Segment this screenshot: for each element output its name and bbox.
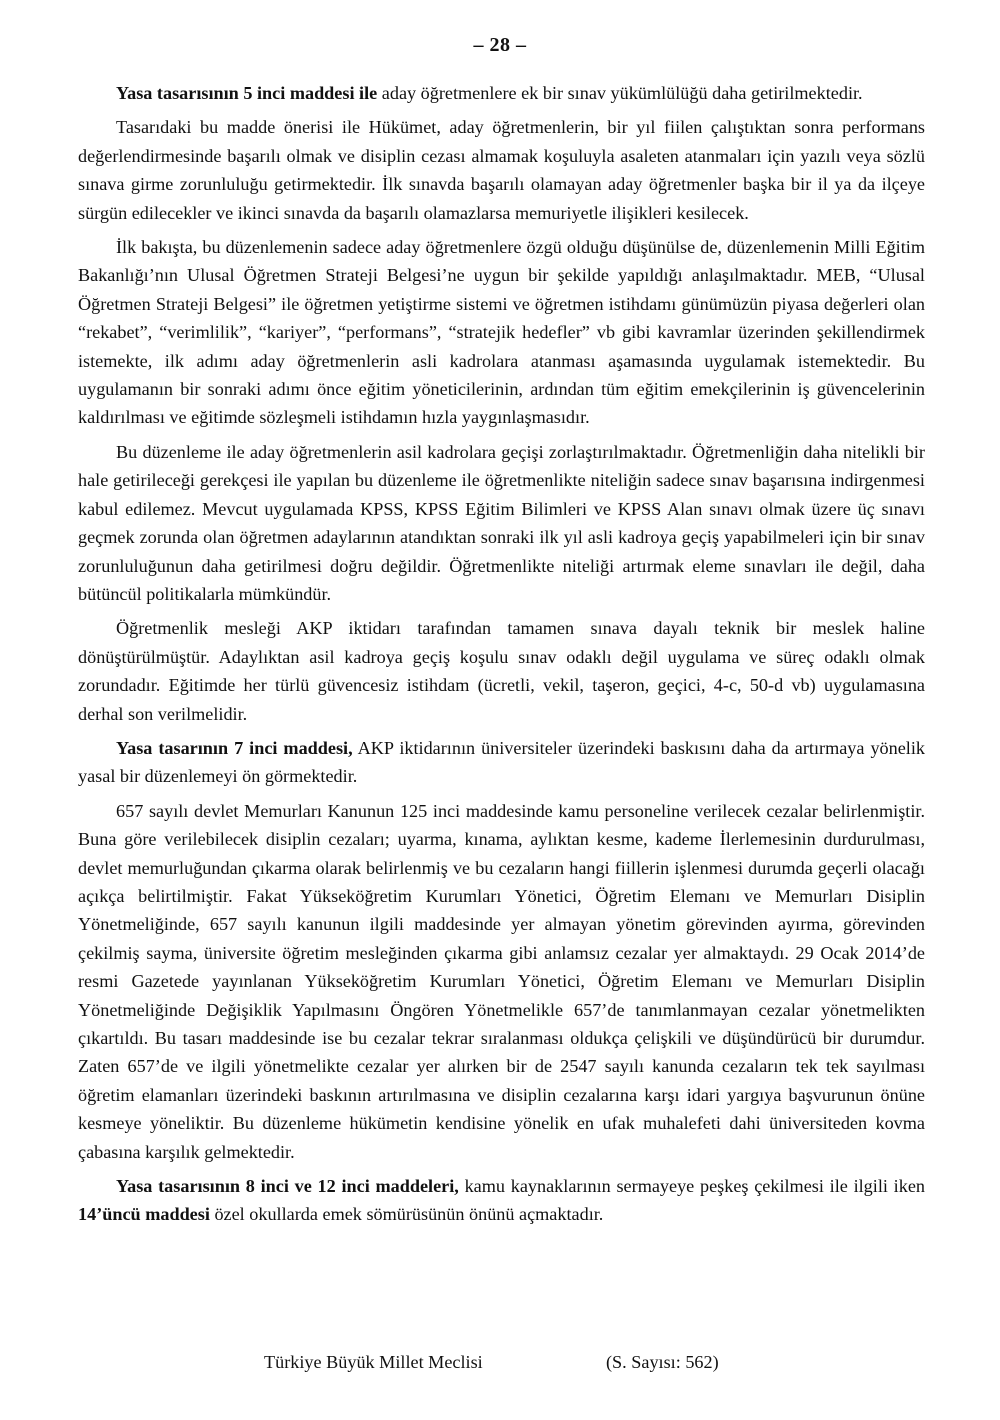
paragraph [78, 233, 925, 432]
bold-lead: Yasa tasarısının 5 inci maddesi ile [116, 83, 378, 103]
bold-lead: Yasa tasarının 7 inci maddesi, [116, 737, 353, 758]
bold-mid: 14’üncü maddesi [78, 1204, 210, 1225]
paragraph-text: AKP iktidarının üniversiteler üzerindeki baskısını daha da artırmaya yönelik yasal bir düzenlemeyi ön görmektedir. [78, 737, 926, 787]
paragraph-text: İlk bakışta, bu düzenlemenin sadece aday öğretmenlere özgü olduğu düşünülse de, düzenlemenin Milli Eğitim Bakanlığı’nın Ulusal Öğretmen Strateji Belgesi’ne uygun bir şekilde yapıldığı anlaşılmaktadır. MEB, “Ulusal Öğretmen Strateji Belgesi” ile öğretmen yetiştirme sistemi ve öğretmen istihdamı günümüzün piyasa değerleri olan “rekabet”, “verimlilik”, “kariyer”, “performans”, “stratejik hedefler” vb gibi kavramlar üzerinden şekillendirmek istemekte, ilk adımı aday öğretmenlerin asli kadrolara atanması aşamasında uygulamak istemektedir. Bu uygulamanın bir sonraki adımı önce eğitim yöneticilerinin, ardından tüm eğitim emekçilerinin iş güvencelerinin kaldırılması ve eğitimde sözleşmeli istihdamın hızla yaygınlaşmasıdır. [78, 237, 925, 428]
paragraph-article-7 [78, 734, 925, 791]
paragraph-text: kamu kaynaklarının sermayeye peşkeş çekilmesi ile ilgili iken [458, 1176, 925, 1197]
footer-institution: Türkiye Büyük Millet Meclisi [264, 1352, 483, 1372]
paragraph-text-tail: özel okullarda emek sömürüsünün önünü açmaktadır. [209, 1204, 604, 1225]
paragraph [78, 438, 925, 608]
paragraph [78, 797, 925, 1166]
paragraph [78, 614, 925, 728]
paragraph-articles-8-12-14 [78, 1172, 925, 1229]
page-number: – 28 – [473, 34, 527, 56]
bold-lead: Yasa tasarısının 8 inci ve 12 inci maddeleri, [116, 1176, 459, 1197]
paragraph-text: aday öğretmenlere ek bir sınav yükümlülüğü daha getirilmektedir. [377, 83, 863, 103]
paragraph-text: Bu düzenleme ile aday öğretmenlerin asil kadrolara geçişi zorlaştırılmaktadır. Öğretmenliğin daha nitelikli bir hale getirileceği gerekçesi ile yapılan bu düzenleme ile öğretmenlikte niteliğin sadece sınav başarısına indirgenmesi kabul edilemez. Mevcut uygulamada KPSS, KPSS Eğitim Bilimleri ve KPSS Alan sınavı olmak üzere üç sınavı geçmek zorunda olan öğretmen adaylarının atandıktan sonraki ilk yıl asli kadroya geçiş yapabilmeleri için bir sınav zorunluluğunun daha getirilmesi doğru değildir. Öğretmenlikte niteliği artırmak eleme sınavları ile değil, daha bütüncül politikalarla mümkündür. [78, 441, 925, 604]
document-body [78, 79, 925, 1235]
paragraph-text: 657 sayılı devlet Memurları Kanunun 125 inci maddesinde kamu personeline verilecek cezalar belirlenmiştir. Buna göre verilebilecek disiplin cezaları; uyarma, kınama, aylıktan kesme, kademe İlerlemesinin durdurulması, devlet memurluğundan çıkarma olarak belirlenmiş ve bu cezaların hangi fiillerin işlenmesi durumda geçerli olacağı açıkça belirtilmiştir. Fakat Yükseköğretim Kurumları Yönetici, Öğretim Elemanı ve Memurları Disiplin Yönetmeliğinde, 657 sayılı kanunun ilgili maddesinde yer almayan yönetim görevinden ayırma, görevinden çekilmiş sayma, üniversite öğretim mesleğinden çıkarma gibi anlamsız cezalar yer almaktaydı. 29 Ocak 2014’de resmi Gazetede yayınlanan Yükseköğretim Kurumları Yönetici, Öğretim Elemanı ve Memurları Disiplin Yönetmeliğinde Değişiklik Yapılmasını Öngören Yönetmelikle 657’de tanımlanmayan cezalar yönetmelikten çıkartıldı. Bu tasarı maddesinde ise bu cezalar tekrar sıralanması oldukça çelişkili ve düşündürücü bir durumdur. Zaten 657’de ve ilgili yönetmelikte cezalar yer alırken bir de 2547 sayılı kanunda cezaların tek tek sayılması öğretim elamanları üzerindeki baskının artırılmasına ve disiplin cezalarına karşı idari yargıya başvurunun önüne kesmeye yöneliktir. Bu düzenleme hükümetin kendisine yönelik en ufak muhalefeti dahi üniversiteden kovma çabasına karşılık gelmektedir. [78, 800, 925, 1162]
paragraph [78, 113, 925, 227]
paragraph-text: Öğretmenlik mesleği AKP iktidarı tarafından tamamen sınava dayalı teknik bir meslek haline dönüştürülmüştür. Adaylıktan asil kadroya geçiş koşulu sınav odaklı değil uygulama ve süreç odaklı olmak zorundadır. Eğitimde her türlü güvencesiz istihdam (ücretli, vekil, taşeron, geçici, 4-c, 50-d vb) uygulamasına derhal son verilmelidir. [78, 618, 925, 724]
paragraph-text: Tasarıdaki bu madde önerisi ile Hükümet, aday öğretmenlerin, bir yıl fiilen çalıştıktan sonra performans değerlendirmesinde başarılı olmak ve disiplin cezası almamak koşuluyla asaleten atanmaları için yazılı veya sözlü sınava girme zorunluluğu getirmektedir. İlk sınavda başarılı olamayan aday öğretmenler başka bir il ya da ilçeye sürgün edilecekler ve ikinci sınavda da başarılı olamazlarsa memuriyetle ilişikleri kesilecek. [78, 117, 925, 223]
footer-issue-number: (S. Sayısı: 562) [606, 1352, 719, 1372]
paragraph-article-5 [78, 79, 925, 107]
